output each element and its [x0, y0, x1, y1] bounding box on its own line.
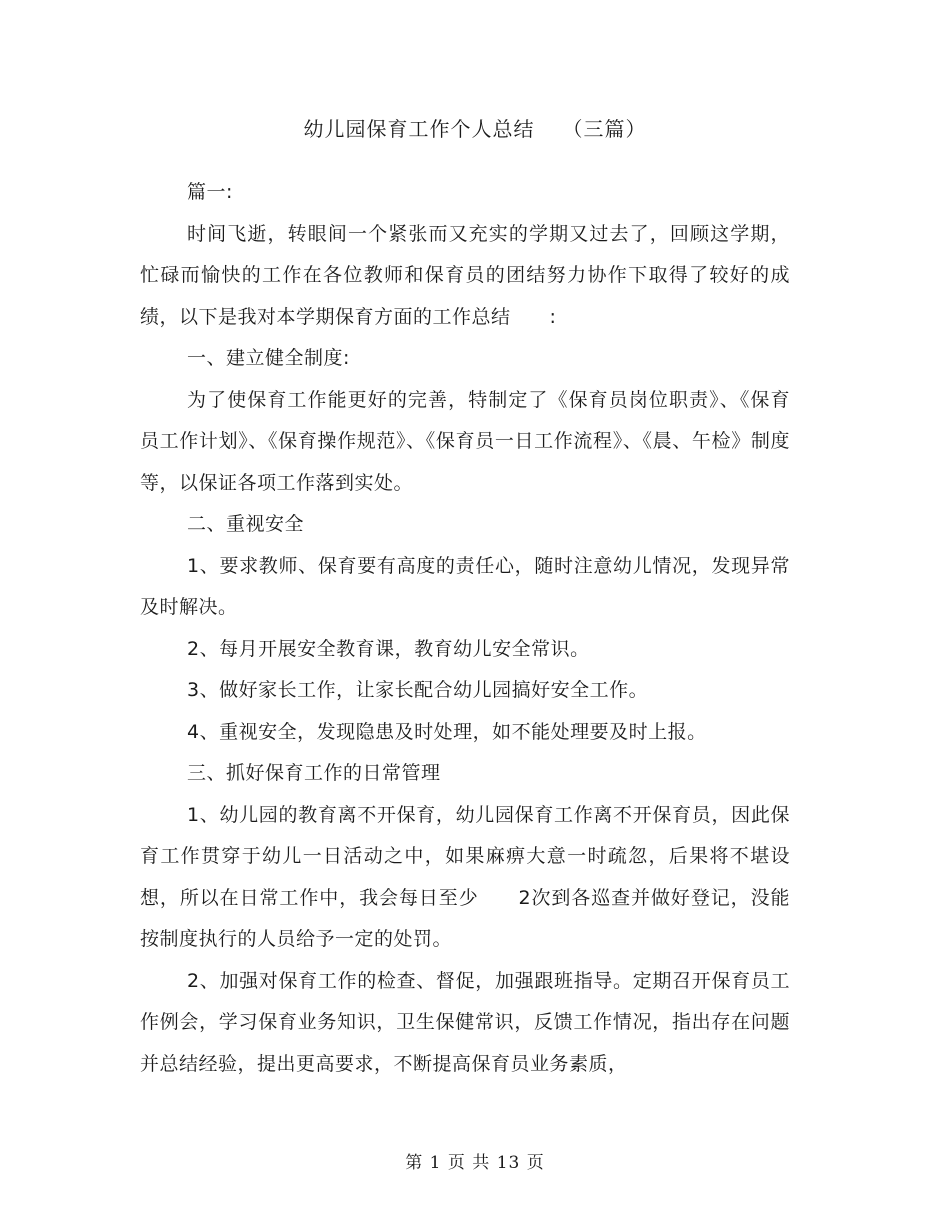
paragraph-intro: 时间飞逝，转眼间一个紧张而又充实的学期又过去了，回顾这学期，忙碌而愉快的工作在各位教师和保育员的团结努力协作下取得了较好的成绩，以下是我对本学期保育方面的工作总结 :	[140, 222, 790, 328]
paragraph-management-2: 2、加强对保育工作的检查、督促，加强跟班指导。定期召开保育员工作例会，学习保育业务知识，卫生保健常识，反馈工作情况，指出存在问题并总结经验，提出更高要求，不断提高保育员业务素质，	[140, 969, 790, 1075]
paragraph-safety-3: 3、做好家长工作，让家长配合幼儿园搞好安全工作。	[187, 679, 649, 701]
page-footer: 第 1 页 共 13 页	[405, 1153, 545, 1173]
section-heading-1: 一、建立健全制度:	[187, 347, 350, 369]
title-suffix: （三篇）	[562, 117, 647, 141]
paragraph-management-1: 1、幼儿园的教育离不开保育，幼儿园保育工作离不开保育员，因此保育工作贯穿于幼儿一日活动之中，如果麻痹大意一时疏忽，后果将不堪设想，所以在日常工作中，我会每日至少 2次到各巡查并做好登记，没能按制度执行的人员给予一定的处罚。	[140, 803, 790, 950]
paragraph-safety-1: 1、要求教师、保育要有高度的责任心，随时注意幼儿情况，发现异常及时解决。	[140, 554, 790, 618]
section-heading-2: 二、重视安全	[187, 513, 305, 535]
paragraph-heading-part1: 篇一:	[187, 181, 233, 203]
paragraph-system: 为了使保育工作能更好的完善，特制定了《保育员岗位职责》、《保育员工作计划》、《保育操作规范》、《保育员一日工作流程》、《晨、午检》制度等，以保证各项工作落到实处。	[140, 388, 790, 494]
document-title	[0, 114, 950, 144]
section-heading-3: 三、抓好保育工作的日常管理	[187, 762, 441, 784]
title-main: 幼儿园保育工作个人总结	[303, 117, 535, 141]
document-body	[140, 172, 790, 1085]
paragraph-safety-4: 4、重视安全，发现隐患及时处理，如不能处理要及时上报。	[187, 720, 707, 743]
paragraph-safety-2: 2、每月开展安全教育课，教育幼儿安全常识。	[187, 637, 590, 660]
